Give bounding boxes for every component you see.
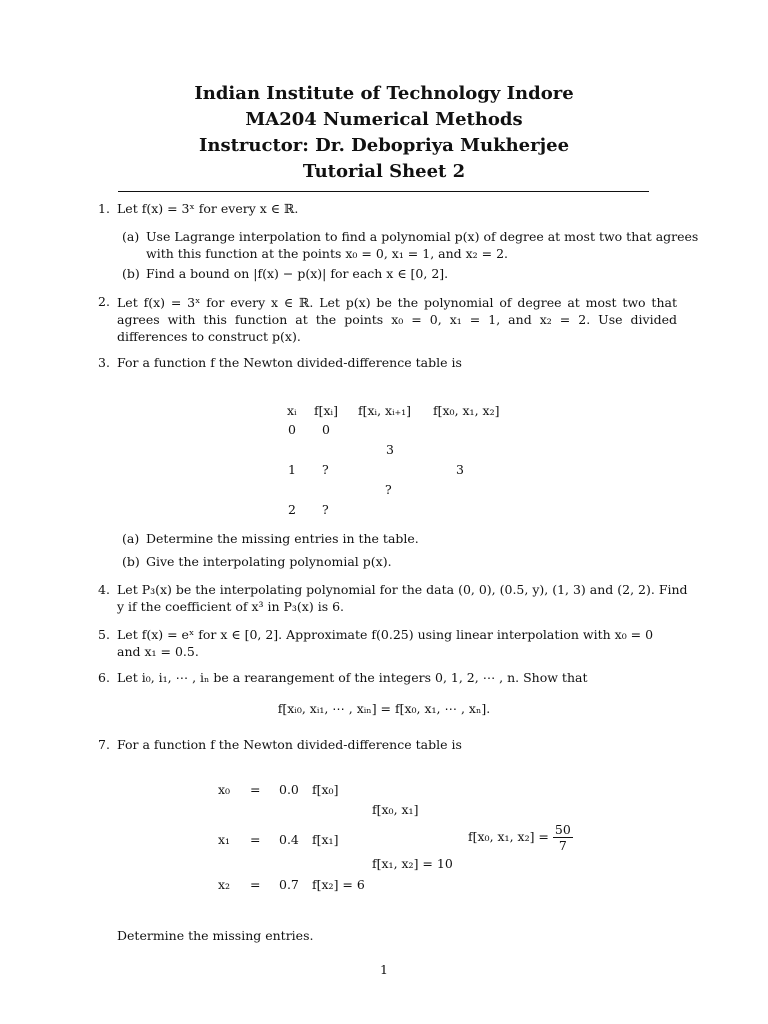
q3-header-first-difference: f[xᵢ, xᵢ₊₁] (358, 403, 412, 418)
q3b-label: (b) (122, 554, 140, 569)
q1a-line2: with this function at the points x₀ = 0, x₁ = 1, and x₂ = 2. (146, 246, 509, 261)
q7-fraction-numerator: 50 (554, 822, 571, 837)
sheet-title: Tutorial Sheet 2 (302, 161, 466, 182)
q1-number: 1. (98, 201, 110, 216)
q3-row1-x: 1 (288, 462, 296, 477)
q7-eq1: = (250, 832, 261, 847)
header-divider (118, 191, 649, 192)
q7-text: For a function f the Newton divided-difference table is (117, 737, 462, 752)
q7-value-x2: 0.7 (279, 877, 299, 892)
q1b-text: Find a bound on |f(x) − p(x)| for each x ∈ [0, 2]. (146, 266, 449, 281)
q7-eq2: = (250, 877, 261, 892)
q7-fraction-denominator: 7 (558, 838, 567, 853)
q1-text: Let f(x) = 3ˣ for every x ∈ ℝ. (117, 201, 299, 216)
q7-second-difference (468, 822, 573, 853)
q7-footer-text: Determine the missing entries. (117, 928, 314, 943)
q7-f-x0-x1: f[x₀, x₁] (372, 802, 419, 817)
q3-diff12: ? (385, 482, 392, 497)
q7-f-x1-x2: f[x₁, x₂] = 10 (372, 856, 453, 871)
q7-number: 7. (98, 737, 110, 752)
page-number: 1 (380, 962, 388, 977)
q3-row0-f: 0 (322, 422, 330, 437)
q7-value-x1: 0.4 (279, 832, 299, 847)
q7-second-difference-fraction (553, 822, 573, 853)
q7-eq0: = (250, 782, 261, 797)
q3-header-xi: xᵢ (287, 403, 297, 418)
q6-text: Let i₀, i₁, ⋯ , iₙ be a rearangement of the integers 0, 1, 2, ⋯ , n. Show that (117, 670, 588, 685)
q7-value-x0: 0.0 (279, 782, 299, 797)
q2-text: Let f(x) = 3ˣ for every x ∈ ℝ. Let p(x) be the polynomial of degree at most two that agrees with this function at the points x₀ = 0, x₁ = 1, and x₂ = 2. Use divided differences to construct p(x). (117, 295, 677, 344)
q5-line2: and x₁ = 0.5. (117, 644, 199, 659)
q3-row2-x: 2 (288, 502, 296, 517)
q3-number: 3. (98, 355, 110, 370)
q3-row1-f: ? (322, 462, 329, 477)
q3-header-second-difference: f[x₀, x₁, x₂] (433, 403, 500, 418)
q3-header-fxi: f[xᵢ] (314, 403, 338, 418)
q1b-label: (b) (122, 266, 140, 281)
q1a-line1: Use Lagrange interpolation to find a polynomial p(x) of degree at most two that agrees (146, 229, 699, 244)
q3-diff012: 3 (456, 462, 464, 477)
q4-number: 4. (98, 582, 110, 597)
q3-text: For a function f the Newton divided-difference table is (117, 355, 462, 370)
q7-f-x2: f[x₂] = 6 (312, 877, 365, 892)
q3-row0-x: 0 (288, 422, 296, 437)
q3-diff01: 3 (386, 442, 394, 457)
institution-title: Indian Institute of Technology Indore (194, 83, 574, 104)
q3b-text: Give the interpolating polynomial p(x). (146, 554, 392, 569)
q3a-text: Determine the missing entries in the table. (146, 531, 419, 546)
q1a-label: (a) (122, 229, 140, 244)
q7-f-x0: f[x₀] (312, 782, 339, 797)
q5-number: 5. (98, 627, 110, 642)
q6-number: 6. (98, 670, 110, 685)
q4-line1: Let P₃(x) be the interpolating polynomial for the data (0, 0), (0.5, y), (1, 3) and (2, 2). Find (117, 582, 688, 597)
q7-x0: x₀ (218, 782, 231, 797)
course-title: MA204 Numerical Methods (245, 109, 523, 130)
q5-line1: Let f(x) = eˣ for x ∈ [0, 2]. Approximate f(0.25) using linear interpolation with x₀ = 0 (117, 627, 654, 642)
q3a-label: (a) (122, 531, 140, 546)
instructor-line: Instructor: Dr. Debopriya Mukherjee (198, 135, 570, 156)
q4-line2: y if the coefficient of x³ in P₃(x) is 6. (117, 599, 345, 614)
q7-second-difference-lhs: f[x₀, x₁, x₂] = (468, 829, 549, 844)
q3-row2-f: ? (322, 502, 329, 517)
q7-f-x1: f[x₁] (312, 832, 339, 847)
q2-number: 2. (98, 294, 110, 309)
q6-equation: f[xᵢ₀, xᵢ₁, ⋯ , xᵢₙ] = f[x₀, x₁, ⋯ , xₙ]. (277, 701, 491, 716)
q7-x1: x₁ (218, 832, 231, 847)
q7-x2: x₂ (218, 877, 231, 892)
